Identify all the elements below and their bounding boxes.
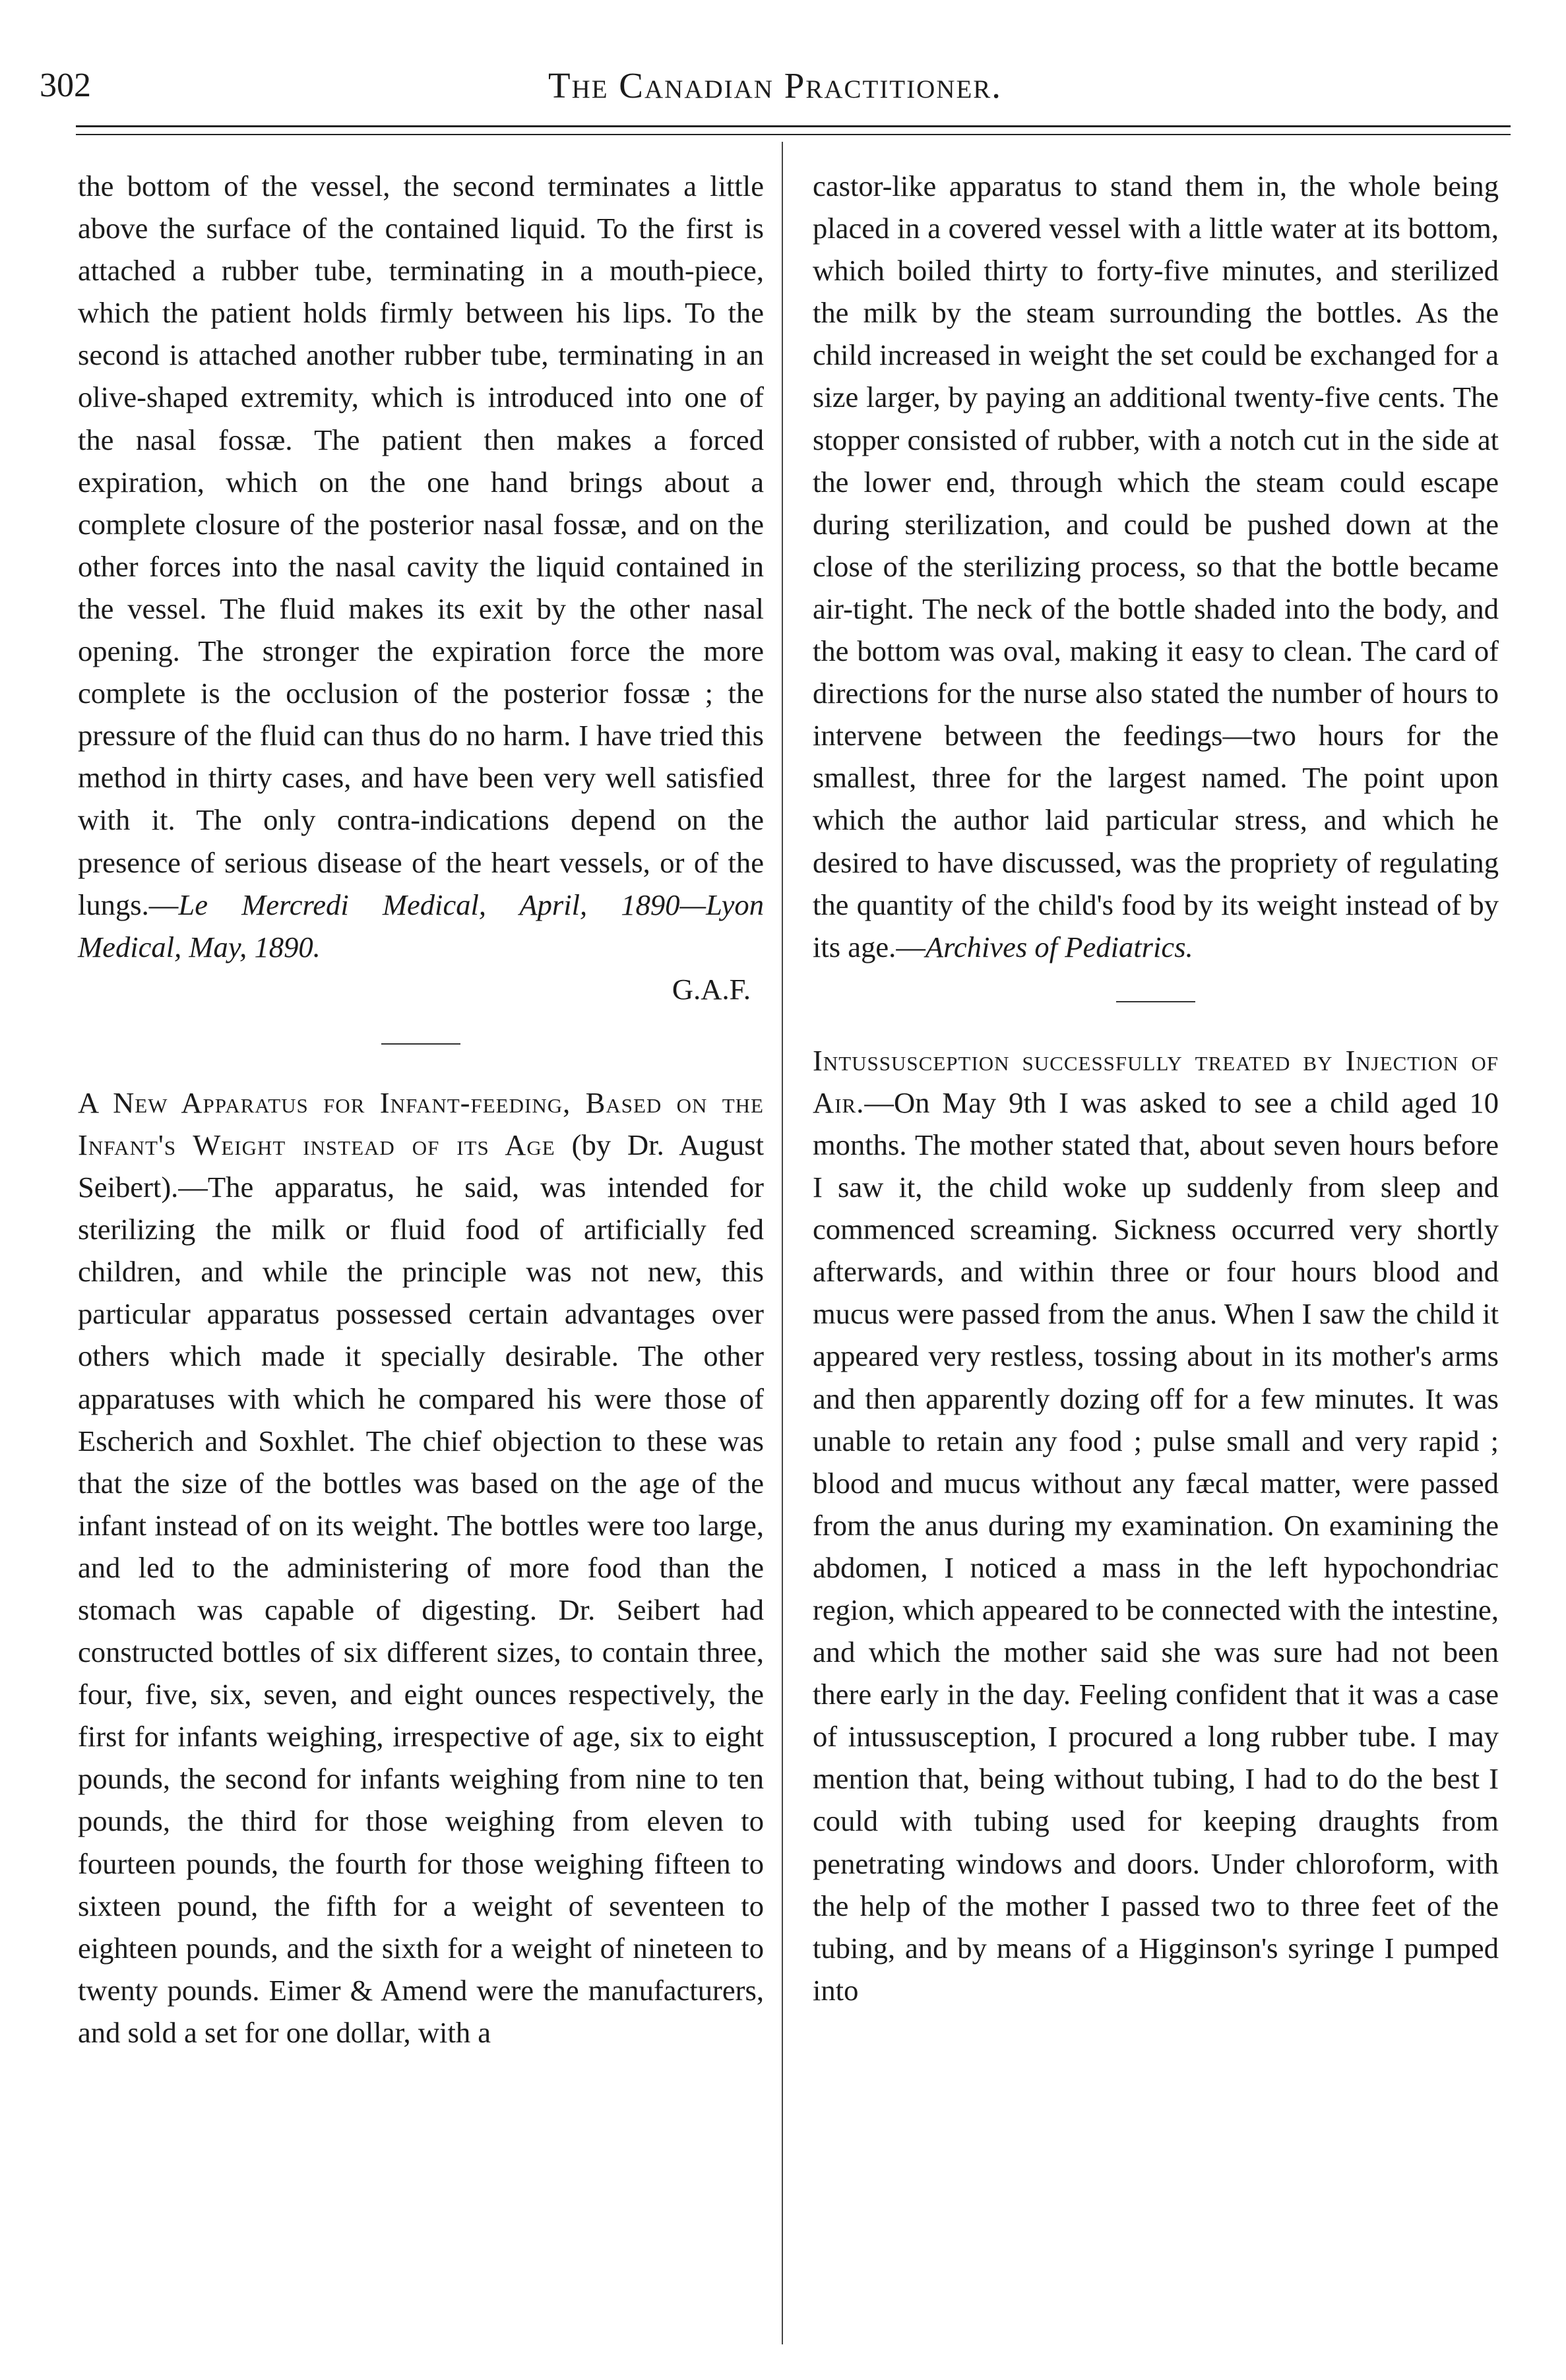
right-column (813, 165, 1499, 2011)
author-signature: G.A.F. (672, 972, 751, 1006)
article-intussusception (813, 1039, 1499, 2011)
citation: Le Mercredi Medical, April, 1890—Lyon Medical, May, 1890. (78, 888, 764, 963)
left-column (78, 165, 764, 2054)
page-header (40, 63, 1511, 119)
column-divider (782, 142, 783, 2344)
paragraph-nasal-douche (78, 165, 764, 968)
article-title: Intussusception successfully treated by Injection of Air. (813, 1043, 1499, 1119)
paragraph-text: castor-like apparatus to stand them in, the whole being placed in a covered vessel with a little water at its bottom, which boiled thirty to forty-five minutes, and sterilized the milk by the steam surrounding the bottles. As the child increased in weight the set could be exchanged for a size larger, by paying an additional twenty-five cents. The stopper consisted of rubber, with a notch cut in the side at the lower end, through which the steam could escape during sterilization, and could be pushed down at the close of the sterilizing process, so that the bottle became air-tight. The neck of the bottle shaded into the body, and the bottom was oval, making it easy to clean. The card of directions for the nurse also stated the number of hours to intervene between the feedings—two hours for the smallest, three for the largest named. The point upon which the author laid particular stress, and which he desired to have discussed, was the propriety of regulating the quantity of the child's food by its weight instead of by its age.— (813, 169, 1499, 963)
running-title: The Canadian Practitioner. (548, 65, 1003, 106)
article-infant-feeding (78, 1082, 764, 2054)
page-number: 302 (40, 67, 91, 104)
paragraph-text: the bottom of the vessel, the second terminates a little above the surface of the contained liquid. To the first is attached a rubber tube, terminating in a mouth-piece, which the patient holds firmly between his lips. To the second is attached another rubber tube, terminating in an olive-shaped extremity, which is introduced into one of the nasal fossæ. The patient then makes a forced expiration, which on the one hand brings about a complete closure of the posterior nasal fossæ, and on the other forces into the nasal cavity the liquid contained in the vessel. The fluid makes its exit by the other nasal opening. The stronger the expiration force the more complete is the occlusion of the posterior fossæ ; the pressure of the fluid can thus do no harm. I have tried this method in thirty cases, and have been very well satisfied with it. The only contra-indications depend on the presence of serious disease of the heart vessels, or of the lungs.— (78, 169, 764, 921)
section-separator (381, 1043, 460, 1045)
article-text: (by Dr. August Seibert).—The apparatus, he said, was intended for sterilizing the milk or fluid food of artificially fed children, and while the principle was not new, this particular apparatus possessed certain advantages over others which made it specially desirable. The other apparatuses with which he compared his were those of Escherich and Soxhlet. The chief objection to these was that the size of the bottles was based on the age of the infant instead of on its weight. The bottles were too large, and led to the administering of more food than the stomach was capable of digesting. Dr. Seibert had constructed bottles of six different sizes, to contain three, four, five, six, seven, and eight ounces respectively, the first for infants weighing, irrespective of age, six to eight pounds, the second for infants weighing from nine to ten pounds, the third for those weighing from eleven to fourteen pounds, the fourth for those weighing fifteen to sixteen pound, the fifth for a weight of seventeen to eighteen pounds, and the sixth for a weight of nineteen to twenty pounds. Eimer & Amend were the manufacturers, and sold a set for one dollar, with a (78, 1128, 765, 2049)
citation: Archives of Pediatrics. (925, 930, 1193, 963)
header-rule-thin (76, 134, 1511, 135)
article-text: —On May 9th I was asked to see a child aged 10 months. The mother stated that, about seven hours before I saw it, the child woke up suddenly from sleep and commenced screaming. Sickness occurred very shortly afterwards, and within three or four hours blood and mucus were passed from the anus. When I saw the child it appeared very restless, tossing about in its mother's arms and then apparently dozing off for a few minutes. It was unable to retain any food ; pulse small and very rapid ; blood and mucus without any fæcal matter, were passed from the anus during my examination. On examining the abdomen, I noticed a mass in the left hypochondriac region, which appeared to be connected with the intestine, and which the mother said she was sure had not been there early in the day. Feeling confident that it was a case of intussusception, I procured a long rubber tube. I may mention that, being without tubing, I had to do the best I could with tubing used for keeping draughts from penetrating windows and doors. Under chloroform, with the help of the mother I passed two to three feet of the tubing, and by means of a Higginson's syringe I pumped into (813, 1085, 1499, 2007)
article-title: A New Apparatus for Infant-feeding, Based on the Infant's Weight instead of its Age (78, 1085, 764, 1161)
paragraph-continued (813, 165, 1499, 968)
section-separator (1116, 1001, 1195, 1002)
header-rule-thick (76, 125, 1511, 127)
